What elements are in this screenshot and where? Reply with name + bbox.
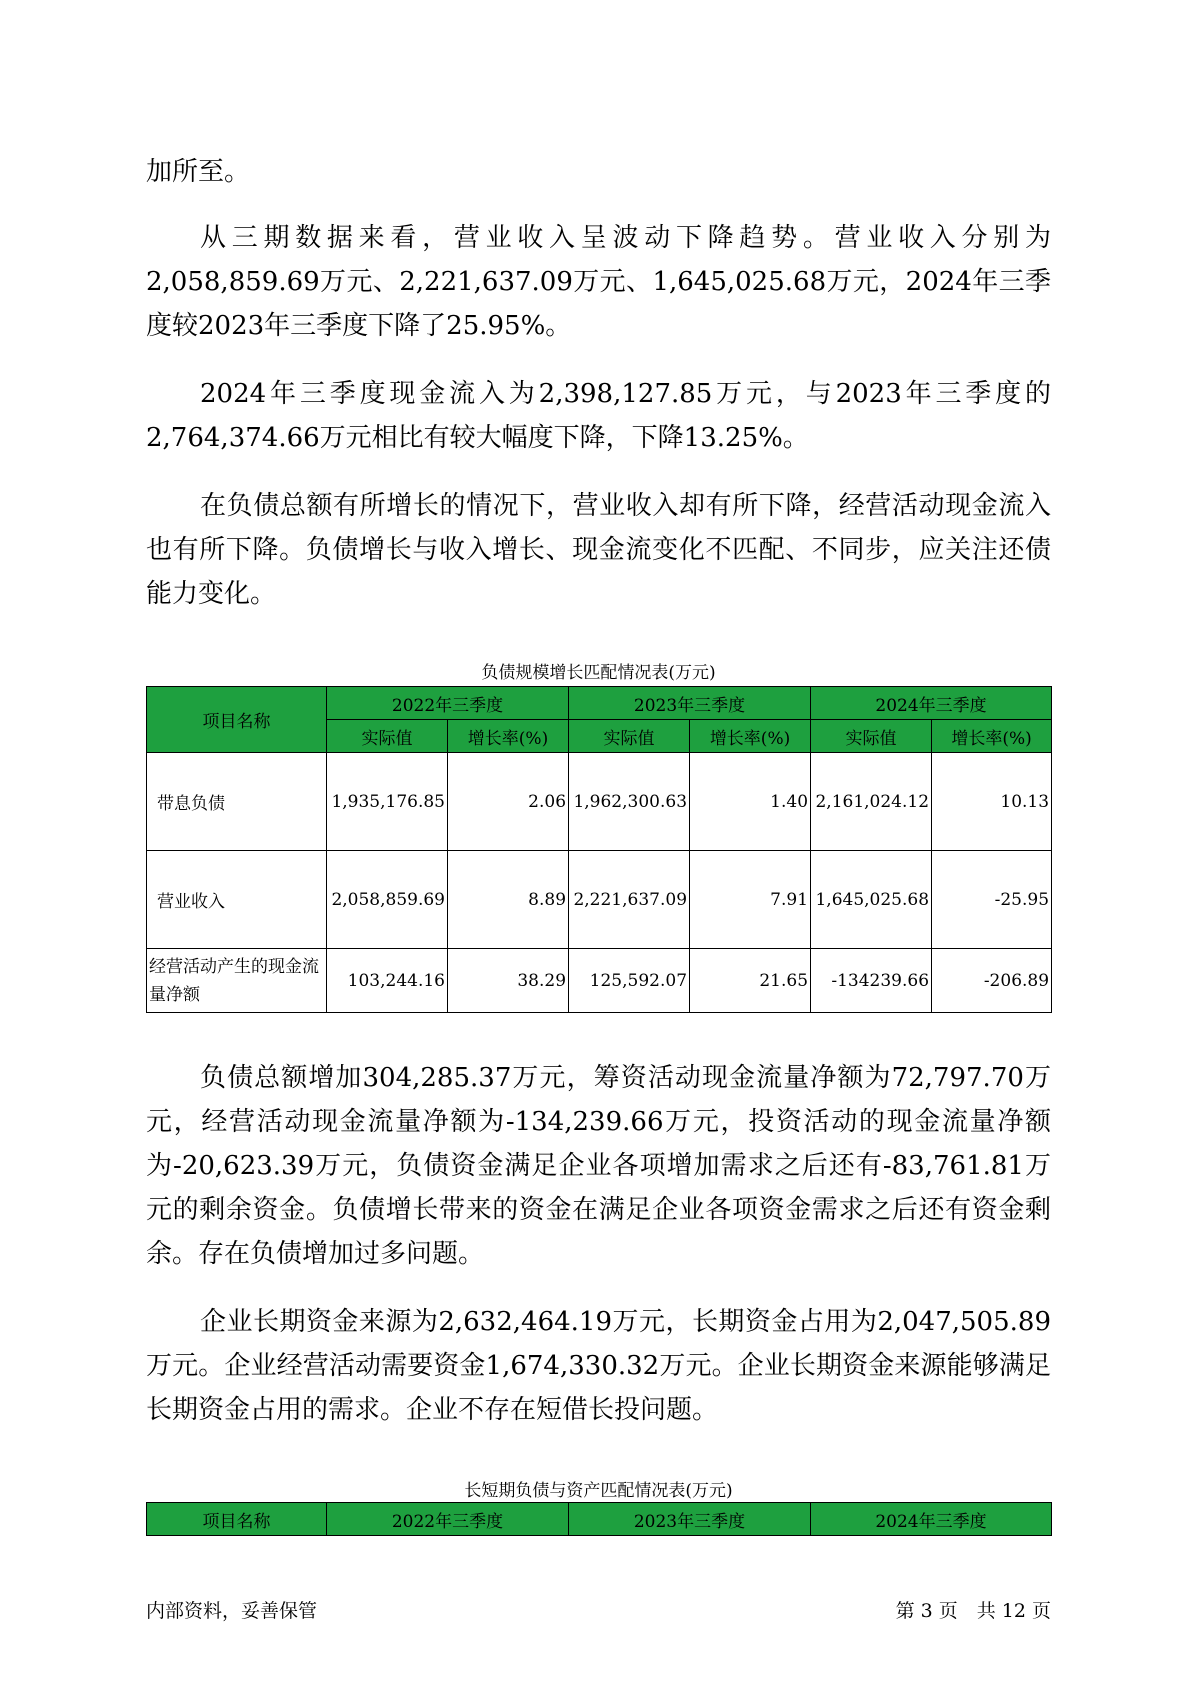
table-cell: 10.13 — [932, 753, 1052, 851]
row-label: 经营活动产生的现金流量净额 — [147, 949, 327, 1013]
table-cell: 2,161,024.12 — [811, 753, 932, 851]
item-name-header: 项目名称 — [147, 687, 327, 753]
actual-value-header: 实际值 — [569, 720, 690, 753]
period-header: 2023年三季度 — [569, 687, 811, 720]
paragraph-debt-mismatch: 在负债总额有所增长的情况下，营业收入却有所下降，经营活动现金流入也有所下降。负债增长与收入增长、现金流变化不匹配、不同步，应关注还债能力变化。 — [146, 491, 1051, 609]
table-cell: 1,645,025.68 — [811, 851, 932, 949]
growth-rate-header: 增长率(%) — [448, 720, 569, 753]
growth-rate-header: 增长率(%) — [932, 720, 1052, 753]
actual-value-header: 实际值 — [811, 720, 932, 753]
table-row — [147, 753, 1052, 851]
paragraph-debt-total: 负债总额增加304,285.37万元，筹资活动现金流量净额为72,797.70万元，经营活动现金流量净额为-134,239.66万元，投资活动的现金流量净额为-20,623.39万元，负债资金满足企业各项增加需求之后还有-83,761.81万元的剩余资金。负债增长带来的资金在满足企业各项资金需求之后还有资金剩余。存在负债增加过多问题。 — [146, 1063, 1051, 1269]
table-row — [147, 851, 1052, 949]
period-header: 2024年三季度 — [811, 687, 1052, 720]
table-row — [147, 949, 1052, 1013]
table-cell: 2,221,637.09 — [569, 851, 690, 949]
table-cell: 103,244.16 — [327, 949, 448, 1013]
asset-liability-match-table — [146, 1502, 1052, 1536]
table-cell: 1.40 — [690, 753, 811, 851]
table-cell: -206.89 — [932, 949, 1052, 1013]
table-cell: 2,058,859.69 — [327, 851, 448, 949]
table-cell: 2.06 — [448, 753, 569, 851]
paragraph-long-term-funds: 企业长期资金来源为2,632,464.19万元，长期资金占用为2,047,505.89万元。企业经营活动需要资金1,674,330.32万元。企业长期资金来源能够满足长期资金占用的需求。企业不存在短借长投问题。 — [146, 1307, 1051, 1425]
table1-caption: 负债规模增长匹配情况表(万元) — [481, 663, 716, 683]
table-cell: -134239.66 — [811, 949, 932, 1013]
item-name-header: 项目名称 — [147, 1503, 327, 1536]
table-cell: 21.65 — [690, 949, 811, 1013]
table-cell: 1,935,176.85 — [327, 753, 448, 851]
table-cell: 8.89 — [448, 851, 569, 949]
debt-growth-table — [146, 686, 1052, 1013]
period-header: 2022年三季度 — [327, 687, 569, 720]
table-cell: 1,962,300.63 — [569, 753, 690, 851]
table-cell: 125,592.07 — [569, 949, 690, 1013]
table-cell: 7.91 — [690, 851, 811, 949]
table-cell: 38.29 — [448, 949, 569, 1013]
table-cell: -25.95 — [932, 851, 1052, 949]
period-header: 2022年三季度 — [327, 1503, 569, 1536]
period-header: 2024年三季度 — [811, 1503, 1052, 1536]
growth-rate-header: 增长率(%) — [690, 720, 811, 753]
row-label: 带息负债 — [147, 753, 327, 851]
table2-caption: 长短期负债与资产匹配情况表(万元) — [464, 1481, 733, 1501]
paragraph-revenue-trend: 从三期数据来看，营业收入呈波动下降趋势。营业收入分别为2,058,859.69万元、2,221,637.09万元、1,645,025.68万元，2024年三季度较2023年三季度下降了25.95%。 — [146, 223, 1051, 341]
paragraph-continuation: 加所至。 — [146, 157, 251, 187]
footer-confidential-note: 内部资料，妥善保管 — [146, 1600, 318, 1622]
footer-page-number: 第 3 页 共 12 页 — [895, 1600, 1051, 1622]
actual-value-header: 实际值 — [327, 720, 448, 753]
row-label: 营业收入 — [147, 851, 327, 949]
period-header: 2023年三季度 — [569, 1503, 811, 1536]
paragraph-cash-inflow: 2024年三季度现金流入为2,398,127.85万元，与2023年三季度的2,764,374.66万元相比有较大幅度下降，下降13.25%。 — [146, 379, 1051, 453]
